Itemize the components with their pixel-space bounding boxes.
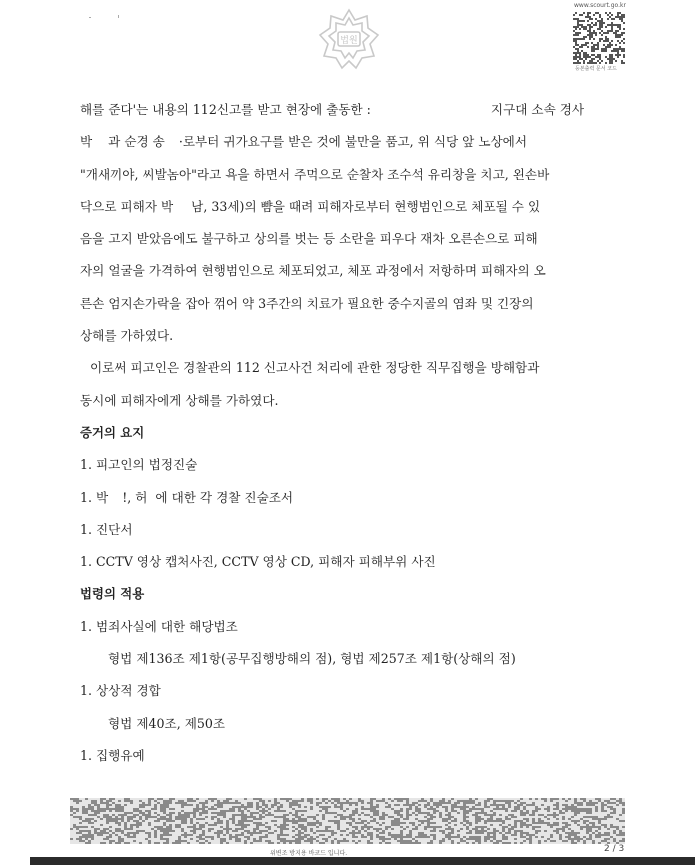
body-text: 법령의 적용 bbox=[80, 586, 145, 602]
page-number: 2 / 3 bbox=[604, 844, 625, 854]
body-text: 과 순경 송 bbox=[108, 134, 165, 150]
page-bottom-rule bbox=[30, 857, 695, 865]
body-text: 지구대 소속 경사 bbox=[490, 102, 585, 117]
body-text: 1. 피고인의 법정진술 bbox=[80, 457, 198, 473]
body-text: "개새끼야, 씨발놈아"라고 욕을 하면서 주먹으로 순찰차 조수석 유리창을 치고, 왼손바 bbox=[80, 166, 550, 182]
body-line bbox=[80, 617, 620, 649]
body-line bbox=[80, 165, 620, 197]
document-body bbox=[80, 100, 620, 778]
body-line bbox=[80, 358, 620, 390]
body-text: 상해를 가하였다. bbox=[80, 328, 174, 344]
body-line bbox=[80, 261, 620, 293]
body-text: 남, 33세)의 뺨을 때려 피해자로부터 현행범인으로 체포될 수 있 bbox=[191, 198, 541, 214]
body-line bbox=[80, 520, 620, 552]
body-line bbox=[80, 714, 620, 746]
section-heading bbox=[80, 584, 620, 616]
body-text: 에 대한 각 경찰 진술조서 bbox=[155, 489, 294, 505]
body-text: 1. 상상적 경합 bbox=[80, 683, 161, 699]
body-text: 박 bbox=[80, 134, 93, 150]
body-text: 른손 엄지손가락을 잡아 꺾어 약 3주간의 치료가 필요한 중수지골의 염좌 및 긴장의 bbox=[80, 295, 534, 311]
body-text: 1. CCTV 영상 캡처사진, CCTV 영상 CD, 피해자 피해부위 사진 bbox=[80, 554, 436, 570]
body-text: 증거의 요지 bbox=[80, 424, 145, 440]
body-text: 동시에 피해자에게 상해를 가하였다. bbox=[80, 392, 279, 408]
body-line bbox=[80, 229, 620, 261]
site-url: www.scourt.go.kr bbox=[574, 2, 626, 9]
body-text: 음을 고지 받았음에도 불구하고 상의를 벗는 등 소란을 피우다 재차 오른손으로 피해 bbox=[80, 231, 538, 247]
body-text: 이로써 피고인은 경찰관의 112 신고사건 처리에 관한 정당한 직무집행을 방해함과 bbox=[90, 360, 540, 376]
body-text: 1. 집행유예 bbox=[80, 747, 145, 763]
seal-text: 법원 bbox=[340, 36, 358, 46]
body-text: 형법 제136조 제1항(공무집행방해의 점), 형법 제257조 제1항(상해의 점) bbox=[108, 651, 516, 667]
body-text: 1. 박 bbox=[80, 489, 109, 505]
body-text: 형법 제40조, 제50조 bbox=[108, 715, 226, 731]
body-line bbox=[80, 391, 620, 423]
body-text: 자의 얼굴을 가격하여 현행범인으로 체포되었고, 체포 과정에서 저항하며 피해자의 오 bbox=[80, 263, 546, 279]
barcode-note: 위변조 방지용 바코드 입니다. bbox=[270, 850, 348, 857]
body-line bbox=[80, 681, 620, 713]
qr-caption: 등본출력 문서 코드 bbox=[575, 66, 617, 72]
body-line bbox=[80, 649, 620, 681]
court-seal-icon bbox=[316, 6, 382, 72]
body-text: 닥으로 피해자 박 bbox=[80, 198, 174, 214]
body-text: 해를 준다'는 내용의 112신고를 받고 현장에 출동한 : bbox=[80, 102, 371, 117]
body-text: !, 허 bbox=[122, 489, 148, 505]
body-line bbox=[80, 455, 620, 487]
scan-speck bbox=[118, 15, 119, 18]
body-line bbox=[80, 746, 620, 778]
body-line bbox=[80, 552, 620, 584]
body-line bbox=[80, 326, 620, 358]
security-barcode-strip bbox=[70, 798, 625, 844]
body-text: 1. 범죄사실에 대한 해당법조 bbox=[80, 618, 238, 634]
body-text: ·로부터 귀가요구를 받은 것에 불만을 품고, 위 식당 앞 노상에서 bbox=[178, 134, 528, 150]
body-line bbox=[80, 100, 620, 132]
body-line bbox=[80, 488, 620, 520]
body-text: 1. 진단서 bbox=[80, 521, 133, 537]
scan-speck bbox=[89, 17, 91, 18]
body-line bbox=[80, 132, 620, 164]
qr-code-icon bbox=[573, 12, 625, 64]
body-line bbox=[80, 197, 620, 229]
body-line bbox=[80, 294, 620, 326]
section-heading bbox=[80, 423, 620, 455]
